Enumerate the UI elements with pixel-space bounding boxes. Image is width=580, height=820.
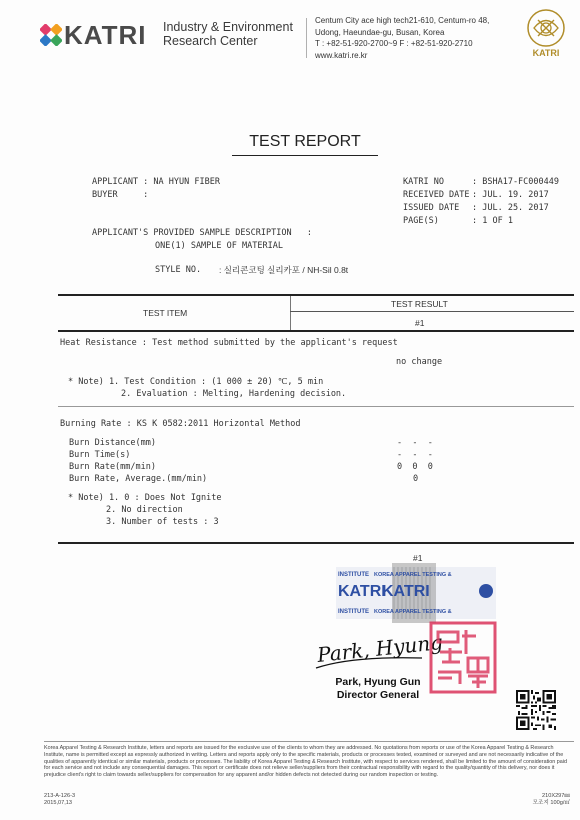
burn-note-1: * Note) 1. 0 : Does Not Ignite xyxy=(68,493,222,503)
stamp-sample-ref: #1 xyxy=(413,553,423,563)
sample-count: ONE(1) SAMPLE OF MATERIAL xyxy=(155,241,283,251)
stamp-line-text-2: KOREA APPAREL TESTING & xyxy=(374,609,452,615)
heat-note-1: * Note) 1. Test Condition : (1 000 ± 20) ℃, 5 min xyxy=(68,377,324,387)
katri-no-value: : BSHA17-FC000449 xyxy=(472,177,559,187)
burn-rate-average-label: Burn Rate, Average.(mm/min) xyxy=(69,474,208,484)
signature-script: Park, Hyung xyxy=(316,629,445,667)
official-seal-icon xyxy=(428,620,498,695)
footer-rule xyxy=(44,741,574,742)
heat-resistance-result: no change xyxy=(396,357,443,367)
katri-emblem-icon xyxy=(526,8,566,48)
paper-weight: 모조지 100g/㎡ xyxy=(532,800,570,806)
result-header-divider xyxy=(290,311,574,312)
burn-distance-value: - - - xyxy=(397,438,433,448)
address-line: Centum City ace high tech21-610, Centum-ro 48, xyxy=(315,16,490,25)
style-label: STYLE NO. xyxy=(155,265,202,275)
katri-stamp-strip-icon xyxy=(336,563,496,623)
received-date-label: RECEIVED DATE xyxy=(403,190,470,200)
style-value: : 실리콘코팅 실리카포 / NH-Sil 0.8t xyxy=(219,265,349,275)
website-line: www.katri.re.kr xyxy=(315,50,368,60)
form-code-block xyxy=(44,793,75,807)
test-item-header: TEST ITEM xyxy=(143,308,188,318)
table-header-rule xyxy=(58,330,574,332)
legal-disclaimer: Korea Apparel Testing & Research Institute, letters and reports are issued for the exclusive use of the clients to whom they are addressed. No quotations from reports or use of the Korea Apparel Testing & Research Institute, name is permitted except as expressly authorized in writing. Letters and reports apply only to the specific materials, products or processes tested, examined or surveyed and are not necessarily indicative of the qualities of apparently identical or similar materials, products or processes. The liability of Korea Apparel Testing & Research Institute, with respect to services rendered, shall be limited to the amount of consideration paid for each service and not include any consequential damages. This report or certificate does not relieve seller/suppliers from their contractual responsibility with regard to the quality/quantity of this delivery, nor does it prejudice client's right to claim towards seller/suppliers for compensation for any apparent and/or hidden defects not detected during our random inspection or testing. xyxy=(44,745,567,779)
burn-time-label: Burn Time(s) xyxy=(69,450,131,460)
page-count-value: : 1 OF 1 xyxy=(472,216,513,226)
table-top-rule xyxy=(58,294,574,296)
issued-date-value: : JUL. 25. 2017 xyxy=(472,203,549,213)
title-underline xyxy=(232,155,378,156)
burn-rate-value: 0 0 0 xyxy=(397,462,433,472)
address-block xyxy=(315,15,489,61)
stamp-line-text: KOREA APPAREL TESTING & xyxy=(374,572,452,578)
table-bottom-rule xyxy=(58,542,574,544)
burn-time-value: - - - xyxy=(397,450,433,460)
heat-note-2: 2. Evaluation : Melting, Hardening decision. xyxy=(121,389,347,399)
org-line-2: Research Center xyxy=(163,34,258,48)
signatory-name: Park, Hyung Gun xyxy=(335,676,421,688)
stamp-institute-text: INSTITUTE xyxy=(338,572,369,578)
address-line: Udong, Haeundae-gu, Busan, Korea xyxy=(315,27,445,37)
burn-rate-label: Burn Rate(mm/min) xyxy=(69,462,156,472)
test-result-header: TEST RESULT xyxy=(391,299,448,309)
organization-name xyxy=(163,20,293,48)
burn-rate-average-value: 0 xyxy=(413,474,419,484)
sample-description-label: APPLICANT'S PROVIDED SAMPLE DESCRIPTION : xyxy=(92,228,313,238)
heat-resistance-title: Heat Resistance : Test method submitted by the applicant's request xyxy=(60,338,398,348)
page-title: TEST REPORT xyxy=(249,133,361,150)
paper-size: 210X297㎜ xyxy=(542,793,570,799)
burn-distance-label: Burn Distance(mm) xyxy=(69,438,156,448)
buyer-line: BUYER : xyxy=(92,190,149,200)
received-date-value: : JUL. 19. 2017 xyxy=(472,190,549,200)
katri-no-label: KATRI NO xyxy=(403,177,444,187)
table-column-divider xyxy=(290,296,291,331)
form-code: 213-A-126-3 xyxy=(44,793,76,799)
org-line-1: Industry & Environment xyxy=(163,20,293,34)
header-divider xyxy=(306,18,307,58)
stamp-brand-center: KATRI xyxy=(382,583,430,600)
katri-logo-icon xyxy=(40,24,62,46)
paper-spec-block xyxy=(520,793,570,807)
page-count-label: PAGE(S) xyxy=(403,216,439,226)
applicant-line: APPLICANT : NA HYUN FIBER xyxy=(92,177,220,187)
burn-note-2: 2. No direction xyxy=(106,505,183,515)
burn-note-3: 3. Number of tests : 3 xyxy=(106,517,219,527)
issued-date-label: ISSUED DATE xyxy=(403,203,460,213)
burning-rate-title: Burning Rate : KS K 0582:2011 Horizontal Method xyxy=(60,419,301,429)
stamp-brand-left: KATRI xyxy=(338,583,386,600)
signatory-block xyxy=(318,676,438,702)
stamp-institute-text-2: INSTITUTE xyxy=(338,609,369,615)
phone-fax-line: T : +82-51-920-2700~9 F : +82-51-920-2710 xyxy=(315,39,473,48)
sample-number-header: #1 xyxy=(415,318,425,328)
signatory-position: Director General xyxy=(336,689,420,701)
qr-code-icon[interactable] xyxy=(516,690,556,730)
form-date: 2015,07,13 xyxy=(44,800,72,806)
section-divider xyxy=(58,406,574,407)
emblem-label: KATRI xyxy=(532,48,560,58)
logo-wordmark: KATRI xyxy=(64,20,147,50)
